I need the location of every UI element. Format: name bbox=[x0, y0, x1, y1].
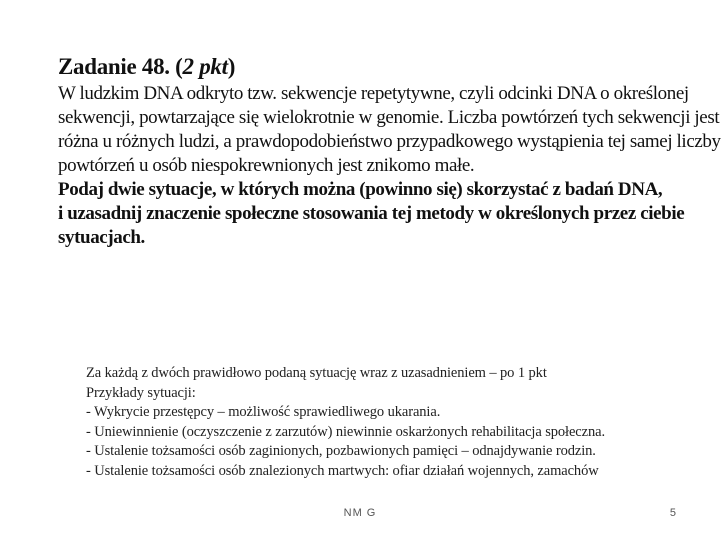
task-intro-line: powtórzeń u osób niespokrewnionych jest znikomo małe. bbox=[58, 155, 475, 176]
answer-key-block bbox=[86, 364, 666, 481]
task-block bbox=[58, 52, 721, 250]
answer-key-item: - Ustalenie tożsamości osób znalezionych martwych: ofiar działań wojennych, zamachów bbox=[86, 462, 599, 479]
task-intro-line: różna u różnych ludzi, a prawdopodobieństwo przypadkowego wystąpienia tej samej liczby bbox=[58, 131, 721, 152]
footer-label: NM G bbox=[343, 507, 377, 519]
answer-key-item: - Wykrycie przestępcy – możliwość sprawiedliwego ukarania. bbox=[86, 404, 441, 420]
task-intro-paragraph bbox=[58, 82, 721, 178]
task-title-prefix: Zadanie 48. ( bbox=[58, 54, 183, 79]
page-number: 5 bbox=[669, 507, 676, 519]
task-instruction-line: sytuacjach. bbox=[58, 227, 145, 248]
answer-key-heading: Przykłady sytuacji: bbox=[86, 384, 196, 401]
task-intro-line: W ludzkim DNA odkryto tzw. sekwencje repetytywne, czyli odcinki DNA o określonej bbox=[58, 83, 689, 104]
task-instruction-line: i uzasadnij znaczenie społeczne stosowania tej metody w określonych przez ciebie bbox=[58, 203, 685, 224]
task-intro-line: sekwencji, powtarzające się wielokrotnie w genomie. Liczba powtórzeń tych sekwencji jest bbox=[58, 107, 720, 128]
task-instruction-paragraph bbox=[58, 178, 685, 250]
task-title-points: 2 pkt bbox=[182, 54, 228, 79]
task-instruction-line: Podaj dwie sytuacje, w których można (powinno się) skorzystać z badań DNA, bbox=[58, 179, 663, 200]
answer-key-item: - Uniewinnienie (oczyszczenie z zarzutów) niewinnie oskarżonych rehabilitacja społeczna. bbox=[86, 423, 605, 440]
task-title bbox=[58, 52, 653, 82]
task-title-suffix: ) bbox=[227, 54, 236, 79]
answer-key-item: - Ustalenie tożsamości osób zaginionych, pozbawionych pamięci – odnajdywanie rodzin. bbox=[86, 443, 596, 459]
answer-key-scoring-line: Za każdą z dwóch prawidłowo podaną sytuację wraz z uzasadnieniem – po 1 pkt bbox=[86, 365, 547, 381]
